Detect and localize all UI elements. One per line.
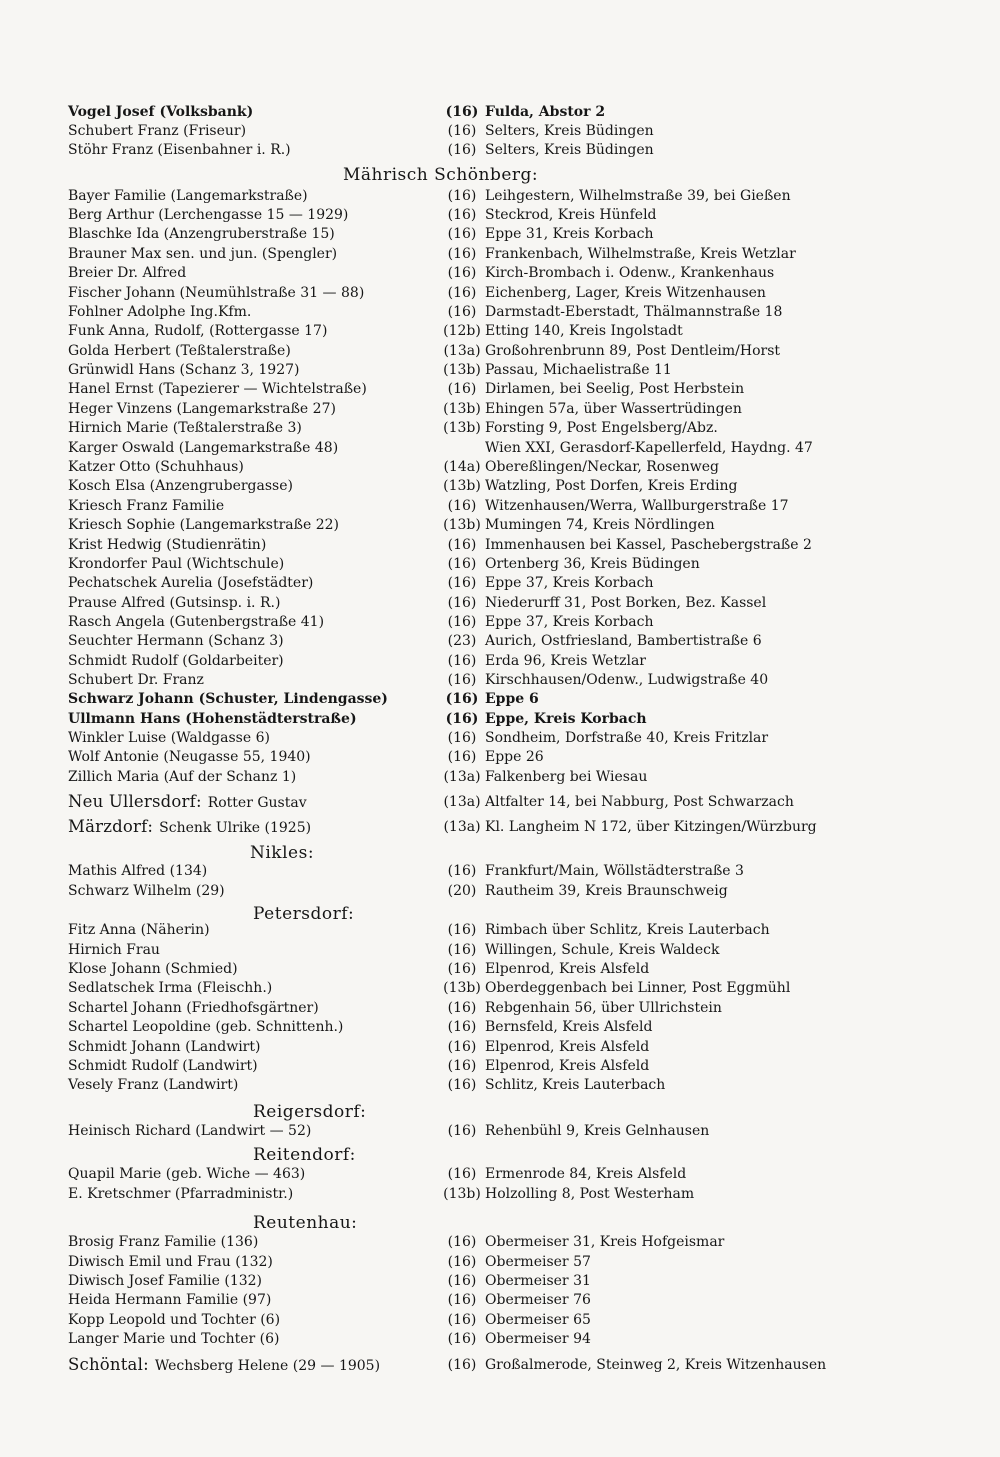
list-item: [68, 593, 888, 613]
entry-address: Kl. Langheim N 172, über Kitzingen/Würzburg: [485, 819, 817, 835]
list-item: [68, 457, 888, 477]
list-item: [68, 817, 888, 837]
entry-name: [68, 978, 272, 998]
entry-address: Eppe 37, Kreis Korbach: [485, 575, 654, 591]
postal-zone-code: (16): [447, 672, 477, 688]
entry-address: Aurich, Ostfriesland, Bambertistraße 6: [485, 633, 762, 649]
entry-name: [68, 1310, 280, 1330]
list-item: [68, 140, 888, 160]
entry-name: [68, 102, 253, 122]
list-item: [68, 418, 888, 438]
list-item: [68, 747, 888, 767]
entry-address: Eppe, Kreis Korbach: [485, 711, 647, 727]
entry-name: [68, 1290, 271, 1310]
list-item: [68, 709, 888, 729]
entry-name: [68, 612, 324, 632]
postal-zone-code: (16): [447, 226, 477, 242]
postal-zone-code: (16): [447, 1292, 477, 1308]
list-item: [68, 920, 888, 940]
postal-zone-code: (13a): [443, 343, 481, 359]
entry-name-text: Klose Johann (Schmied): [68, 961, 238, 977]
entry-name-text: Schartel Johann (Friedhofsgärtner): [68, 1000, 319, 1016]
entry-name: [68, 940, 160, 960]
postal-zone-code: (16): [447, 188, 477, 204]
entry-address: Rautheim 39, Kreis Braunschweig: [485, 883, 728, 899]
entry-address: Obermeiser 31: [485, 1273, 591, 1289]
entry-address: Obermeiser 76: [485, 1292, 591, 1308]
place-label: Neu Ullersdorf:: [68, 792, 202, 811]
entry-address: Frankenbach, Wilhelmstraße, Kreis Wetzlar: [485, 246, 796, 262]
entry-name: [68, 817, 311, 838]
entry-name: [68, 1056, 258, 1076]
postal-zone-code: (16): [447, 285, 477, 301]
entry-address: Obereßlingen/Neckar, Rosenweg: [485, 459, 719, 475]
entry-address: Eppe 31, Kreis Korbach: [485, 226, 654, 242]
section-heading: Nikles:: [250, 843, 315, 863]
list-item: [68, 998, 888, 1018]
entry-name-text: Kopp Leopold und Tochter (6): [68, 1312, 281, 1328]
postal-zone-code: (16): [447, 1166, 477, 1182]
entry-name-text: Schwarz Johann (Schuster, Lindengasse): [68, 691, 388, 707]
postal-zone-code: (16): [447, 942, 477, 958]
entry-address: Rimbach über Schlitz, Kreis Lauterbach: [485, 922, 770, 938]
entry-address: Elpenrod, Kreis Alsfeld: [485, 961, 650, 977]
entry-name-text: Kriesch Franz Familie: [68, 498, 225, 514]
postal-zone-code: (16): [447, 1331, 477, 1347]
entry-address: Eichenberg, Lager, Kreis Witzenhausen: [485, 285, 766, 301]
postal-zone-code: (16): [447, 142, 477, 158]
entry-name-text: Schmidt Johann (Landwirt): [68, 1039, 261, 1055]
entry-name: [68, 881, 225, 901]
postal-zone-code: (16): [447, 207, 477, 223]
entry-name: [68, 186, 308, 206]
entry-name: [68, 1037, 260, 1057]
entry-name-text: Diwisch Josef Familie (132): [68, 1273, 262, 1289]
entry-address: Obermeiser 94: [485, 1331, 591, 1347]
entry-name: [68, 1329, 280, 1349]
list-item: [68, 861, 888, 881]
entry-name: [68, 1355, 380, 1376]
entry-address: Eppe 6: [485, 691, 539, 707]
entry-name: [68, 1184, 293, 1204]
entry-name-text: Brauner Max sen. und jun. (Spengler): [68, 246, 338, 262]
entry-name-text: Schmidt Rudolf (Landwirt): [68, 1058, 258, 1074]
list-item: [68, 1310, 888, 1330]
entry-name-text: E. Kretschmer (Pfarradministr.): [68, 1186, 294, 1202]
entry-name-text: Brosig Franz Familie (136): [68, 1234, 259, 1250]
list-item: [68, 1121, 888, 1141]
entry-address: Dirlamen, bei Seelig, Post Herbstein: [485, 381, 745, 397]
list-item: [68, 496, 888, 516]
postal-zone-code: (16): [447, 381, 477, 397]
postal-zone-code: (16): [447, 246, 477, 262]
list-item: [68, 881, 888, 901]
postal-zone-code: (16): [447, 123, 477, 139]
entry-address: Ortenberg 36, Kreis Büdingen: [485, 556, 700, 572]
entry-name: [68, 399, 336, 419]
postal-zone-code: (16): [447, 922, 477, 938]
list-item: [68, 186, 888, 206]
entry-name-text: Rotter Gustav: [207, 795, 307, 811]
entry-name-text: Heida Hermann Familie (97): [68, 1292, 272, 1308]
entry-name: [68, 283, 364, 303]
list-item: [68, 1329, 888, 1349]
list-item: [68, 102, 888, 122]
entry-name: [68, 959, 238, 979]
postal-zone-code: (13b): [443, 517, 481, 533]
entry-name: [68, 651, 284, 671]
entry-name-text: Fischer Johann (Neumühlstraße 31 — 88): [68, 285, 365, 301]
postal-zone-code: (13b): [443, 478, 481, 494]
entry-name-text: Seuchter Hermann (Schanz 3): [68, 633, 284, 649]
entry-address: Forsting 9, Post Engelsberg/Abz.: [485, 420, 718, 436]
entry-address: Ermenrode 84, Kreis Alsfeld: [485, 1166, 687, 1182]
entry-name-text: Fohlner Adolphe Ing.Kfm.: [68, 304, 252, 320]
postal-zone-code: (16): [447, 1123, 477, 1139]
entry-name: [68, 670, 204, 690]
list-item: [68, 1184, 888, 1204]
entry-name-text: Katzer Otto (Schuhhaus): [68, 459, 244, 475]
postal-zone-code: (13b): [443, 362, 481, 378]
entry-address: Eppe 26: [485, 749, 544, 765]
entry-name: [68, 205, 348, 225]
entry-name: [68, 593, 280, 613]
section-heading: Reitendorf:: [253, 1145, 356, 1165]
entry-name: [68, 709, 357, 729]
entry-name: [68, 1075, 238, 1095]
entry-address: Eppe 37, Kreis Korbach: [485, 614, 654, 630]
entry-name: [68, 767, 296, 787]
entry-address: Niederurff 31, Post Borken, Bez. Kassel: [485, 595, 767, 611]
postal-zone-code: (16): [447, 556, 477, 572]
postal-zone-code: (14a): [443, 459, 481, 475]
postal-zone-code: (20): [447, 883, 477, 899]
list-item: [68, 302, 888, 322]
entry-name-text: Kosch Elsa (Anzengrubergasse): [68, 478, 293, 494]
list-item: [68, 1232, 888, 1252]
entry-name: [68, 728, 270, 748]
entry-name: [68, 1164, 305, 1184]
entry-name: [68, 515, 339, 535]
list-item: [68, 1037, 888, 1057]
postal-zone-code: (16): [447, 304, 477, 320]
postal-zone-code: (16): [447, 653, 477, 669]
entry-address: Wien XXI, Gerasdorf-Kapellerfeld, Haydng. 47: [485, 440, 813, 456]
entry-address: Großohrenbrunn 89, Post Dentleim/Horst: [485, 343, 781, 359]
entry-name-text: Zillich Maria (Auf der Schanz 1): [68, 769, 297, 785]
entry-address: Bernsfeld, Kreis Alsfeld: [485, 1019, 653, 1035]
entry-address: Immenhausen bei Kassel, Paschebergstraße 2: [485, 537, 812, 553]
entry-name: [68, 1121, 311, 1141]
list-item: [68, 438, 888, 458]
section-heading: Petersdorf:: [253, 904, 355, 924]
list-item: [68, 612, 888, 632]
entry-address: Watzling, Post Dorfen, Kreis Erding: [485, 478, 738, 494]
entry-address: Frankfurt/Main, Wöllstädterstraße 3: [485, 863, 744, 879]
postal-zone-code: (16): [447, 537, 477, 553]
entry-address: Rebgenhain 56, über Ullrichstein: [485, 1000, 722, 1016]
entry-address: Oberdeggenbach bei Linner, Post Eggmühl: [485, 980, 791, 996]
entry-address: Falkenberg bei Wiesau: [485, 769, 648, 785]
postal-zone-code: (16): [447, 749, 477, 765]
entry-name-text: Kriesch Sophie (Langemarkstraße 22): [68, 517, 339, 533]
entry-name: [68, 140, 291, 160]
place-label: Schöntal:: [68, 1355, 149, 1374]
entry-address: Sondheim, Dorfstraße 40, Kreis Fritzlar: [485, 730, 769, 746]
entry-name-text: Quapil Marie (geb. Wiche — 463): [68, 1166, 306, 1182]
postal-zone-code: (16): [447, 863, 477, 879]
list-item: [68, 573, 888, 593]
entry-address: Darmstadt-Eberstadt, Thälmannstraße 18: [485, 304, 783, 320]
entry-name: [68, 1252, 273, 1272]
entry-name: [68, 302, 251, 322]
entry-name: [68, 535, 266, 555]
entry-address: Selters, Kreis Büdingen: [485, 123, 654, 139]
entry-name-text: Langer Marie und Tochter (6): [68, 1331, 280, 1347]
entry-name-text: Grünwidl Hans (Schanz 3, 1927): [68, 362, 300, 378]
entry-address: Etting 140, Kreis Ingolstadt: [485, 323, 683, 339]
postal-zone-code: (16): [447, 1058, 477, 1074]
postal-zone-code: (13b): [443, 1186, 481, 1202]
list-item: [68, 1271, 888, 1291]
list-item: [68, 792, 888, 812]
list-item: [68, 631, 888, 651]
entry-address: Elpenrod, Kreis Alsfeld: [485, 1058, 650, 1074]
entry-name: [68, 224, 335, 244]
section-heading: Reutenhau:: [253, 1213, 358, 1233]
entry-name-text: Schubert Dr. Franz: [68, 672, 204, 688]
entry-name-text: Funk Anna, Rudolf, (Rottergasse 17): [68, 323, 328, 339]
entry-name-text: Bayer Familie (Langemarkstraße): [68, 188, 308, 204]
entry-name-text: Winkler Luise (Waldgasse 6): [68, 730, 270, 746]
entry-name-text: Karger Oswald (Langemarkstraße 48): [68, 440, 339, 456]
entry-name-text: Schwarz Wilhelm (29): [68, 883, 225, 899]
entry-name: [68, 631, 284, 651]
postal-zone-code: (16): [447, 498, 477, 514]
entry-address: Elpenrod, Kreis Alsfeld: [485, 1039, 650, 1055]
postal-zone-code: (16): [447, 1254, 477, 1270]
place-label: Märzdorf:: [68, 817, 154, 836]
list-item: [68, 689, 888, 709]
entry-name: [68, 792, 307, 813]
entry-address: Großalmerode, Steinweg 2, Kreis Witzenhausen: [485, 1357, 827, 1373]
list-item: [68, 1164, 888, 1184]
entry-address: Obermeiser 57: [485, 1254, 591, 1270]
list-item: [68, 321, 888, 341]
postal-zone-code: (13a): [443, 769, 481, 785]
postal-zone-code: (13a): [443, 819, 481, 835]
entry-name-text: Prause Alfred (Gutsinsp. i. R.): [68, 595, 281, 611]
entry-name: [68, 457, 244, 477]
entry-address: Ehingen 57a, über Wassertrüdingen: [485, 401, 742, 417]
postal-zone-code: (16): [447, 961, 477, 977]
postal-zone-code: (16): [447, 614, 477, 630]
list-item: [68, 341, 888, 361]
entry-name-text: Hanel Ernst (Tapezierer — Wichtelstraße): [68, 381, 367, 397]
entry-name-text: Schubert Franz (Friseur): [68, 123, 247, 139]
list-item: [68, 767, 888, 787]
entry-name: [68, 554, 284, 574]
list-item: [68, 535, 888, 555]
entry-name-text: Pechatschek Aurelia (Josefstädter): [68, 575, 314, 591]
entry-name: [68, 998, 319, 1018]
entry-address: Mumingen 74, Kreis Nördlingen: [485, 517, 715, 533]
postal-zone-code: (16): [447, 1019, 477, 1035]
entry-name-text: Breier Dr. Alfred: [68, 265, 187, 281]
entry-address: Kirschhausen/Odenw., Ludwigstraße 40: [485, 672, 769, 688]
postal-zone-code: (12b): [443, 323, 481, 339]
postal-zone-code: (16): [447, 1312, 477, 1328]
postal-zone-code: (16): [447, 575, 477, 591]
postal-zone-code: (13b): [443, 420, 481, 436]
entry-name-text: Heinisch Richard (Landwirt — 52): [68, 1123, 312, 1139]
entry-name-text: Sedlatschek Irma (Fleischh.): [68, 980, 273, 996]
entry-name: [68, 1017, 343, 1037]
list-item: [68, 476, 888, 496]
entry-address: Altfalter 14, bei Nabburg, Post Schwarzach: [485, 794, 794, 810]
postal-zone-code: (16): [447, 1234, 477, 1250]
postal-zone-code: (16): [447, 1039, 477, 1055]
entry-name: [68, 747, 311, 767]
entry-name: [68, 244, 337, 264]
entry-address: Passau, Michaelistraße 11: [485, 362, 672, 378]
entry-name-text: Wechsberg Helene (29 — 1905): [154, 1358, 381, 1374]
list-item: [68, 554, 888, 574]
entry-name: [68, 861, 207, 881]
entry-name-text: Hirnich Marie (Teßtalerstraße 3): [68, 420, 302, 436]
section-heading: Reigersdorf:: [253, 1102, 367, 1122]
entry-name-text: Rasch Angela (Gutenbergstraße 41): [68, 614, 325, 630]
list-item: [68, 1355, 888, 1375]
entry-name: [68, 360, 299, 380]
postal-zone-code: (13b): [443, 401, 481, 417]
list-item: [68, 959, 888, 979]
entry-name: [68, 476, 293, 496]
postal-zone-code: (23): [447, 633, 477, 649]
postal-zone-code: (16): [447, 730, 477, 746]
entry-address: Willingen, Schule, Kreis Waldeck: [485, 942, 720, 958]
entry-name-text: Heger Vinzens (Langemarkstraße 27): [68, 401, 336, 417]
list-item: [68, 1056, 888, 1076]
entry-name-text: Blaschke Ida (Anzengruberstraße 15): [68, 226, 335, 242]
list-item: [68, 670, 888, 690]
list-item: [68, 651, 888, 671]
postal-zone-code: (16): [445, 711, 479, 727]
postal-zone-code: (13a): [443, 794, 481, 810]
entry-address: Obermeiser 31, Kreis Hofgeismar: [485, 1234, 725, 1250]
list-item: [68, 940, 888, 960]
list-item: [68, 379, 888, 399]
list-item: [68, 244, 888, 264]
list-item: [68, 263, 888, 283]
entry-address: Schlitz, Kreis Lauterbach: [485, 1077, 666, 1093]
list-item: [68, 399, 888, 419]
entry-name: [68, 1232, 258, 1252]
postal-zone-code: (16): [447, 1357, 477, 1373]
entry-name: [68, 379, 367, 399]
entry-name-text: Ullmann Hans (Hohenstädterstraße): [68, 711, 357, 727]
list-item: [68, 978, 888, 998]
entry-address: Fulda, Abstor 2: [485, 104, 606, 120]
entry-address: Leihgestern, Wilhelmstraße 39, bei Gießen: [485, 188, 791, 204]
entry-name: [68, 689, 388, 709]
entry-name-text: Berg Arthur (Lerchengasse 15 — 1929): [68, 207, 349, 223]
list-item: [68, 360, 888, 380]
entry-address: Witzenhausen/Werra, Wallburgerstraße 17: [485, 498, 789, 514]
entry-address: Rehenbühl 9, Kreis Gelnhausen: [485, 1123, 710, 1139]
postal-zone-code: (16): [447, 265, 477, 281]
entry-name-text: Krondorfer Paul (Wichtschule): [68, 556, 285, 572]
entry-name: [68, 573, 313, 593]
entry-name-text: Schenk Ulrike (1925): [159, 820, 312, 836]
list-item: [68, 1075, 888, 1095]
entry-name: [68, 920, 210, 940]
list-item: [68, 283, 888, 303]
entry-name-text: Krist Hedwig (Studienrätin): [68, 537, 267, 553]
entry-name-text: Schmidt Rudolf (Goldarbeiter): [68, 653, 284, 669]
entry-name-text: Stöhr Franz (Eisenbahner i. R.): [68, 142, 291, 158]
list-item: [68, 1290, 888, 1310]
entry-name: [68, 1271, 262, 1291]
entry-name-text: Vesely Franz (Landwirt): [68, 1077, 239, 1093]
entry-address: Obermeiser 65: [485, 1312, 591, 1328]
entry-name-text: Vogel Josef (Volksbank): [68, 104, 254, 120]
entry-name-text: Wolf Antonie (Neugasse 55, 1940): [68, 749, 311, 765]
entry-address: Kirch-Brombach i. Odenw., Krankenhaus: [485, 265, 775, 281]
section-heading: Mährisch Schönberg:: [343, 165, 539, 185]
entry-name: [68, 321, 327, 341]
postal-zone-code: (16): [447, 1273, 477, 1289]
postal-zone-code: (16): [447, 1077, 477, 1093]
entry-address: Erda 96, Kreis Wetzlar: [485, 653, 646, 669]
list-item: [68, 205, 888, 225]
entry-name-text: Golda Herbert (Teßtalerstraße): [68, 343, 291, 359]
postal-zone-code: (13b): [443, 980, 481, 996]
entry-name: [68, 263, 186, 283]
list-item: [68, 1252, 888, 1272]
list-item: [68, 224, 888, 244]
entry-name: [68, 121, 246, 141]
list-item: [68, 1017, 888, 1037]
entry-address: Selters, Kreis Büdingen: [485, 142, 654, 158]
entry-name-text: Diwisch Emil und Frau (132): [68, 1254, 273, 1270]
entry-address: Holzolling 8, Post Westerham: [485, 1186, 695, 1202]
postal-zone-code: (16): [445, 691, 479, 707]
entry-name: [68, 418, 302, 438]
postal-zone-code: (16): [447, 595, 477, 611]
list-item: [68, 515, 888, 535]
entry-name-text: Mathis Alfred (134): [68, 863, 208, 879]
entry-name: [68, 341, 291, 361]
list-item: [68, 728, 888, 748]
entry-name-text: Schartel Leopoldine (geb. Schnittenh.): [68, 1019, 344, 1035]
postal-zone-code: (16): [447, 1000, 477, 1016]
entry-name: [68, 438, 338, 458]
entry-name: [68, 496, 224, 516]
postal-zone-code: (16): [445, 104, 479, 120]
entry-name-text: Hirnich Frau: [68, 942, 160, 958]
entry-name-text: Fitz Anna (Näherin): [68, 922, 210, 938]
entry-address: Steckrod, Kreis Hünfeld: [485, 207, 657, 223]
list-item: [68, 121, 888, 141]
